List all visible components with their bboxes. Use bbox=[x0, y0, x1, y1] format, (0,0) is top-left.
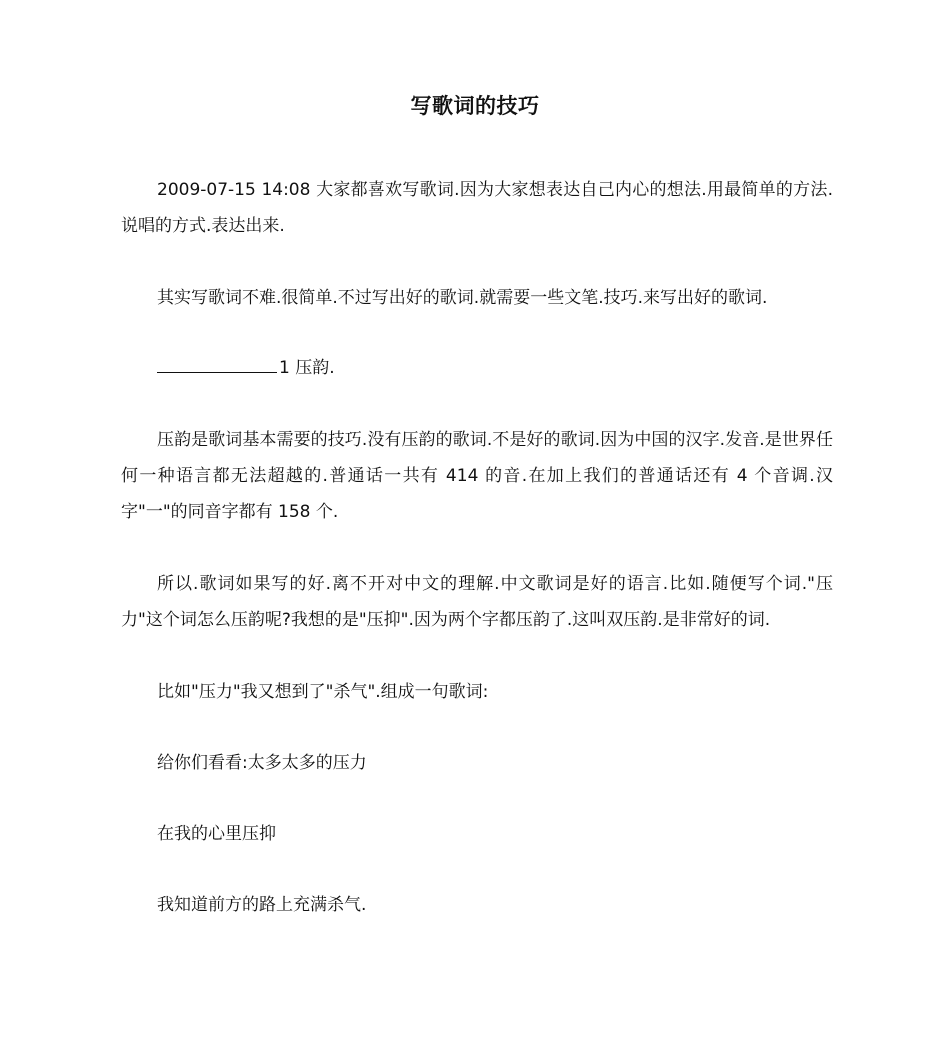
document-title: 写歌词的技巧 bbox=[410, 94, 540, 118]
paragraph-example: 所以.歌词如果写的好.离不开对中文的理解.中文歌词是好的语言.比如.随便写个词."压力"这个词怎么压韵呢?我想的是"压抑".因为两个字都压韵了.这叫双压韵.是非常好的词. bbox=[121, 574, 833, 630]
section-heading-rhyme bbox=[121, 350, 833, 386]
underline-rule bbox=[157, 350, 277, 373]
paragraph-difficulty: 其实写歌词不难.很简单.不过写出好的歌词.就需要一些文笔.技巧.来写出好的歌词. bbox=[157, 288, 768, 308]
paragraph-example-intro: 比如"压力"我又想到了"杀气".组成一句歌词: bbox=[157, 682, 489, 702]
lyric-line-3: 我知道前方的路上充满杀气. bbox=[157, 895, 367, 915]
paragraph-intro: 2009-07-15 14:08 大家都喜欢写歌词.因为大家想表达自己内心的想法.用最简单的方法.说唱的方式.表达出来. bbox=[121, 180, 833, 236]
section-heading-label: 1 压韵. bbox=[279, 358, 335, 378]
paragraph-rhyme-basics: 压韵是歌词基本需要的技巧.没有压韵的歌词.不是好的歌词.因为中国的汉字.发音.是世界任何一种语言都无法超越的.普通话一共有 414 的音.在加上我们的普通话还有 4 个音调.汉字"一"的同音字都有 158 个. bbox=[121, 430, 833, 522]
lyric-line-2: 在我的心里压抑 bbox=[157, 824, 276, 844]
lyric-line-1: 给你们看看:太多太多的压力 bbox=[157, 753, 367, 773]
